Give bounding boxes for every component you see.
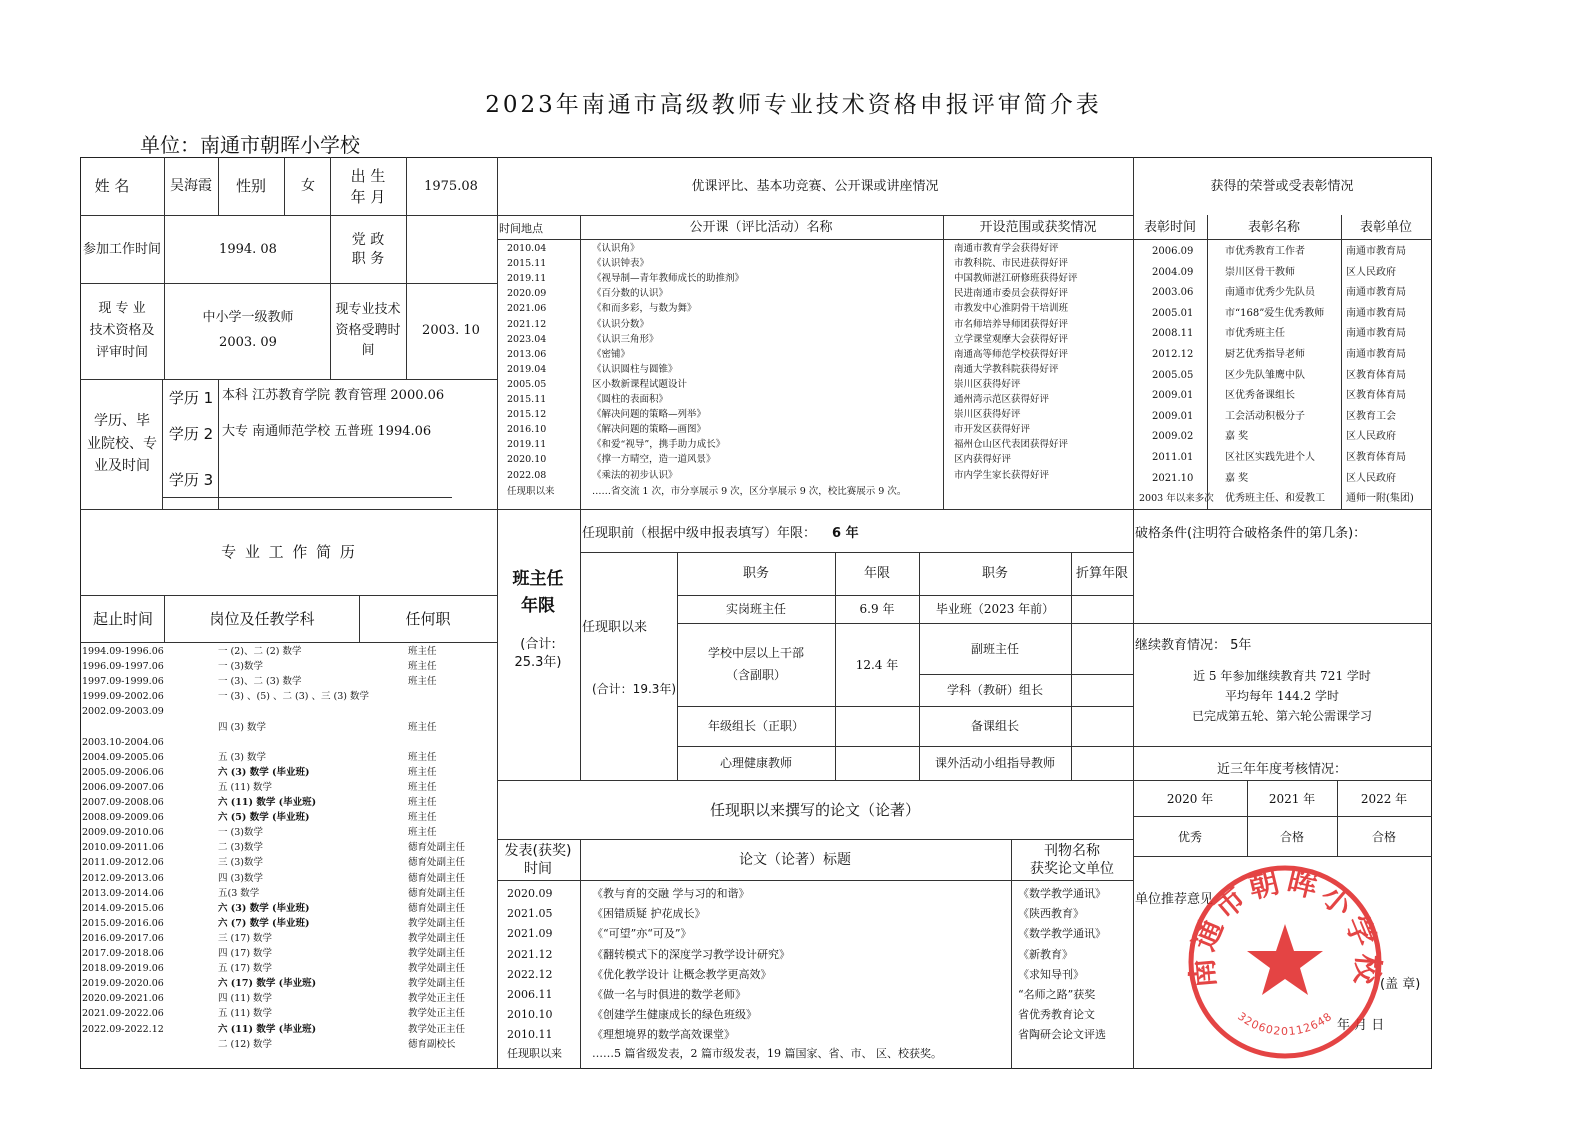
edu-1-value: 本科 江苏教育学院 教育管理 2000.06 bbox=[222, 388, 445, 403]
lessons-summary: ……省交流 1 次，市分享展示 9 次，区分享展示 9 次，校比赛展示 9 次。 bbox=[592, 486, 907, 497]
lesson-scope: 南通大学教科院获得好评 bbox=[954, 363, 1059, 375]
career-post: 四 (3) 数学 bbox=[218, 721, 266, 733]
paper-time: 2022.12 bbox=[507, 967, 553, 981]
honor-unit: 区人民政府 bbox=[1346, 472, 1396, 484]
work-start-value: 1994. 08 bbox=[219, 241, 277, 257]
career-post: 六 (5) 数学 (毕业班) bbox=[218, 812, 310, 824]
seal-name: 南通市朝晖小学校 bbox=[1185, 863, 1385, 990]
career-col-post: 岗位及任教学科 bbox=[209, 609, 315, 628]
career-time: 2006.09-2007.06 bbox=[82, 781, 164, 793]
career-col-duty: 任何职 bbox=[405, 609, 451, 628]
official-seal-icon bbox=[1185, 862, 1385, 1062]
paper-time: 2010.10 bbox=[507, 1008, 553, 1022]
career-duty: 教学处副主任 bbox=[408, 948, 466, 959]
lesson-time: 2019.04 bbox=[507, 363, 547, 375]
paper-pub: “名师之路”获奖 bbox=[1018, 988, 1096, 1001]
lesson-name: 《密铺》 bbox=[592, 348, 631, 360]
career-duty: 班主任 bbox=[408, 751, 437, 763]
break-label: 破格条件(注明符合破格条件的第几条)： bbox=[1135, 526, 1367, 541]
career-time: 2019.09-2020.06 bbox=[82, 978, 164, 990]
ht-r4-duty2: 课外活动小组指导教师 bbox=[934, 755, 1055, 770]
career-duty: 德育副校长 bbox=[408, 1038, 456, 1050]
career-post: 六 (17) 数学 (毕业班) bbox=[218, 978, 317, 990]
grid-line bbox=[1133, 856, 1432, 857]
honor-name: 区少先队雏鹰中队 bbox=[1225, 369, 1305, 381]
grid-line bbox=[1207, 215, 1208, 509]
paper-pub: 《数学教学通讯》 bbox=[1018, 887, 1106, 900]
eval-result-2020: 优秀 bbox=[1177, 829, 1202, 844]
lesson-name: 《圆柱的表面积》 bbox=[592, 394, 669, 405]
svg-text:3206020112648 bbox=[1235, 1010, 1335, 1038]
headteacher-before: 任现职前（根据中级申报表填写）年限： bbox=[582, 526, 817, 541]
career-post: 五 (3) 数学 bbox=[218, 751, 266, 763]
ht-r2-years: 12.4 年 bbox=[855, 657, 899, 672]
grid-line bbox=[497, 880, 1133, 881]
career-post: 六 (3) 数学 (毕业班) bbox=[218, 902, 310, 914]
career-header: 专 业 工 作 简 历 bbox=[221, 542, 357, 561]
honor-unit: 区教育体育局 bbox=[1346, 390, 1406, 402]
ht-col-years: 年限 bbox=[863, 566, 890, 582]
lesson-time: 2015.12 bbox=[507, 409, 547, 421]
career-duty: 教学处正主任 bbox=[408, 993, 466, 1005]
lesson-name: 区小数新课程试题设计 bbox=[592, 378, 688, 390]
papers-col-pub: 刊物名称 获奖论文单位 bbox=[1030, 842, 1114, 877]
honor-unit: 通师一附(集团) bbox=[1346, 493, 1414, 505]
paper-title: 《创建学生健康成长的绿色班级》 bbox=[592, 1008, 757, 1022]
headteacher-label: 班主任 年限 bbox=[512, 568, 564, 616]
edu-3-label: 学历 3 bbox=[168, 471, 214, 490]
career-post: 四 (17) 数学 bbox=[218, 948, 273, 959]
career-post: 四 (11) 数学 bbox=[218, 993, 273, 1005]
honor-time: 2008.11 bbox=[1152, 328, 1194, 340]
career-duty: 教学处副主任 bbox=[408, 963, 466, 975]
lesson-scope: 市名师培养导师团获得好评 bbox=[954, 318, 1069, 330]
lesson-name: 《认识钟表》 bbox=[592, 258, 650, 270]
lessons-header: 优课评比、基本功竞赛、公开课或讲座情况 bbox=[691, 178, 939, 194]
lesson-scope: 市开发区获得好评 bbox=[954, 424, 1031, 436]
lesson-name: 《乘法的初步认识》 bbox=[592, 469, 678, 481]
lessons-col-time: 时间地点 bbox=[499, 222, 543, 235]
seal-code: 3206020112648 bbox=[1235, 1009, 1335, 1038]
career-duty: 班主任 bbox=[408, 797, 437, 808]
honor-time: 2003 年以来多次 bbox=[1139, 493, 1214, 505]
honor-time: 2021.10 bbox=[1152, 472, 1194, 484]
paper-pub: 《新教育》 bbox=[1018, 947, 1073, 961]
lesson-name: 《认识分数》 bbox=[592, 318, 650, 330]
lesson-scope: 区内获得好评 bbox=[954, 454, 1012, 466]
grid-line bbox=[1341, 215, 1342, 509]
name-value: 吴海霞 bbox=[170, 178, 212, 195]
lesson-scope: 民进南通市委员会获得好评 bbox=[954, 288, 1069, 300]
honor-name: 崇川区骨干教师 bbox=[1225, 266, 1295, 278]
ce-label: 继续教育情况： 5年 bbox=[1135, 638, 1252, 653]
honor-unit: 区教育体育局 bbox=[1346, 452, 1406, 463]
honor-name: 优秀班主任、和爱教工 bbox=[1225, 493, 1325, 505]
lesson-name: 《解决问题的策略—列举》 bbox=[592, 409, 707, 421]
lesson-time: 2005.05 bbox=[507, 378, 547, 390]
qual-value: 中小学一级教师 2003. 09 bbox=[202, 310, 294, 350]
gender-value: 女 bbox=[301, 178, 315, 195]
grid-line bbox=[164, 157, 165, 379]
career-duty: 班主任 bbox=[408, 646, 437, 657]
career-duty: 德育处副主任 bbox=[408, 902, 466, 914]
honor-time: 2003.06 bbox=[1152, 287, 1194, 299]
honor-unit: 区教育体育局 bbox=[1346, 369, 1406, 381]
date-label: 年 月 日 bbox=[1337, 1018, 1385, 1033]
lesson-scope: 南通市教育学会获得好评 bbox=[954, 243, 1059, 254]
career-post: 一 (2)、二 (2) 数学 bbox=[218, 646, 302, 657]
career-post: 五 (11) 数学 bbox=[218, 1008, 273, 1020]
honor-name: 市优秀班主任 bbox=[1225, 328, 1285, 340]
honor-name: 厨艺优秀指导老师 bbox=[1225, 349, 1305, 360]
career-time: 2002.09-2003.09 bbox=[82, 706, 164, 718]
ht-r1-years: 6.9 年 bbox=[859, 601, 895, 616]
lesson-scope: 崇川区获得好评 bbox=[954, 378, 1021, 390]
career-post: 二 (3)数学 bbox=[218, 842, 263, 854]
grid-line bbox=[1133, 816, 1432, 817]
honor-unit: 区教育工会 bbox=[1346, 410, 1396, 422]
career-post: 一 (3)数学 bbox=[218, 661, 263, 673]
eval-year-2021: 2021 年 bbox=[1268, 791, 1316, 806]
paper-title: 《“可望”亦“可及”》 bbox=[592, 927, 692, 941]
paper-time: 2020.09 bbox=[507, 887, 553, 900]
papers-summary: ……5 篇省级发表，2 篇市级发表，19 篇国家、省、市、 区、校获奖。 bbox=[592, 1047, 942, 1060]
career-time: 2020.09-2021.06 bbox=[82, 993, 164, 1005]
paper-time: 2006.11 bbox=[507, 988, 553, 1001]
career-post: 三 (17) 数学 bbox=[218, 932, 273, 944]
career-time: 2021.09-2022.06 bbox=[82, 1008, 164, 1020]
career-post: 六 (11) 数学 (毕业班) bbox=[218, 1023, 317, 1035]
ht-r1-duty: 实岗班主任 bbox=[725, 601, 786, 616]
honor-name: 工会活动积极分子 bbox=[1225, 410, 1305, 422]
career-time: 2016.09-2017.06 bbox=[82, 932, 164, 944]
career-time: 2005.09-2006.06 bbox=[82, 766, 164, 778]
lesson-scope: 市教科院、市民进获得好评 bbox=[954, 258, 1069, 270]
career-post: 一 (3) 、(5) 、二 (3) 、三 (3) 数学 bbox=[218, 691, 369, 703]
lesson-time: 2016.10 bbox=[507, 424, 547, 436]
honor-time: 2006.09 bbox=[1152, 246, 1194, 257]
honors-header: 获得的荣誉或受表彰情况 bbox=[1210, 178, 1354, 194]
honors-col-time: 表彰时间 bbox=[1143, 220, 1196, 236]
lesson-name: 《解决问题的策略—画图》 bbox=[592, 424, 707, 436]
lesson-time: 2020.10 bbox=[507, 454, 547, 466]
career-time: 2011.09-2012.06 bbox=[82, 857, 164, 869]
career-time: 1996.09-1997.06 bbox=[82, 661, 164, 673]
ht-col-duty2: 职务 bbox=[981, 566, 1008, 582]
paper-time: 2010.11 bbox=[507, 1028, 553, 1042]
lesson-name: 《百分数的认识》 bbox=[592, 288, 669, 300]
papers-header: 任现职以来撰写的论文（论著） bbox=[709, 800, 920, 819]
lesson-time: 2015.11 bbox=[507, 394, 547, 405]
lesson-time: 2021.12 bbox=[507, 318, 547, 330]
career-post: 三 (3)数学 bbox=[218, 857, 263, 869]
lesson-scope: 立学课堂观摩大会获得好评 bbox=[954, 333, 1069, 345]
eval-year-2020: 2020 年 bbox=[1166, 791, 1214, 806]
career-duty: 教学处正主任 bbox=[408, 1008, 466, 1020]
ht-r2-duty2b: 学科（教研）组长 bbox=[946, 682, 1043, 697]
honor-name: 区优秀备课组长 bbox=[1225, 390, 1295, 402]
grid-line bbox=[580, 509, 581, 780]
honors-col-name: 表彰名称 bbox=[1247, 220, 1300, 236]
career-time: 2018.09-2019.06 bbox=[82, 963, 164, 975]
grid-line bbox=[943, 215, 944, 509]
career-duty: 德育处副主任 bbox=[408, 872, 466, 884]
career-time: 2003.10-2004.06 bbox=[82, 736, 164, 748]
honor-time: 2011.01 bbox=[1152, 452, 1194, 463]
honor-name: 市“168”爱生优秀教师 bbox=[1225, 307, 1325, 319]
paper-title: 《理想境界的数学高效课堂》 bbox=[592, 1028, 735, 1042]
honors-col-unit: 表彰单位 bbox=[1359, 220, 1412, 236]
lesson-time: 2010.04 bbox=[507, 243, 547, 254]
headteacher-before-years: 6 年 bbox=[832, 526, 859, 541]
paper-pub: 省优秀教育论文 bbox=[1018, 1008, 1095, 1022]
lesson-time: 2019.11 bbox=[507, 439, 547, 451]
career-duty: 教学处副主任 bbox=[408, 932, 466, 944]
career-post: 二 (12) 数学 bbox=[218, 1038, 273, 1050]
career-duty: 班主任 bbox=[408, 661, 437, 673]
paper-time: 2021.12 bbox=[507, 947, 553, 961]
party-label: 党 政 职 务 bbox=[351, 231, 385, 267]
name-label: 姓 名 bbox=[94, 177, 130, 196]
ht-r3-duty: 年级组长（正职） bbox=[707, 718, 804, 733]
career-time: 2012.09-2013.06 bbox=[82, 872, 164, 884]
honor-name: 南通市优秀少先队员 bbox=[1225, 287, 1315, 299]
career-duty: 班主任 bbox=[408, 766, 437, 778]
career-time: 2008.09-2009.06 bbox=[82, 812, 164, 824]
hire-value: 2003. 10 bbox=[422, 323, 480, 339]
headteacher-since-label: 任现职以来 bbox=[582, 620, 648, 635]
ht-r1-duty2: 毕业班（2023 年前） bbox=[935, 601, 1055, 616]
paper-title: 《翻转模式下的深度学习教学设计研究》 bbox=[592, 947, 790, 961]
career-time: 1999.09-2002.06 bbox=[82, 691, 164, 703]
paper-title: 《优化教学设计 让概念教学更高效》 bbox=[592, 967, 772, 981]
lesson-time: 2021.06 bbox=[507, 303, 547, 315]
career-post: 六 (3) 数学 (毕业班) bbox=[218, 766, 310, 778]
page-title: 2023年南通市高级教师专业技术资格申报评审简介表 bbox=[485, 92, 1102, 118]
honor-unit: 南通市教育局 bbox=[1346, 246, 1406, 257]
lesson-time: 2013.06 bbox=[507, 348, 547, 360]
career-duty: 班主任 bbox=[408, 781, 437, 793]
honor-unit: 南通市教育局 bbox=[1346, 328, 1406, 340]
lesson-name: 《和爱“视导”，携手助力成长》 bbox=[592, 439, 726, 451]
rec-label: 单位推荐意见 bbox=[1135, 892, 1214, 907]
ce-line-3: 已完成第五轮、第六轮公需课学习 bbox=[1191, 708, 1372, 723]
career-post: 五 (17) 数学 bbox=[218, 963, 273, 975]
lesson-scope: 市教发中心淮阴骨干培训班 bbox=[954, 303, 1069, 315]
honor-name: 市优秀教育工作者 bbox=[1225, 246, 1305, 257]
career-duty: 德育处副主任 bbox=[408, 887, 466, 899]
career-duty: 教学处副主任 bbox=[408, 978, 466, 990]
honor-time: 2005.01 bbox=[1152, 307, 1194, 319]
qual-label: 现 专 业 技术资格及 评审时间 bbox=[89, 300, 155, 361]
lessons-col-scope: 开设范围或获奖情况 bbox=[979, 220, 1097, 236]
ht-r3-duty2: 备课组长 bbox=[970, 718, 1019, 733]
career-duty: 班主任 bbox=[408, 676, 437, 688]
lesson-time: 2023.04 bbox=[507, 333, 547, 345]
honor-unit: 南通市教育局 bbox=[1346, 349, 1406, 360]
unit-name: 单位：南通市朝晖小学校 bbox=[140, 133, 360, 157]
career-time: 2004.09-2005.06 bbox=[82, 751, 164, 763]
lesson-scope: 崇川区获得好评 bbox=[954, 409, 1021, 421]
birth-value: 1975.08 bbox=[424, 178, 478, 194]
lesson-scope: 南通高等师范学校获得好评 bbox=[954, 348, 1069, 360]
lessons-col-name: 公开课（评比活动）名称 bbox=[689, 220, 833, 236]
lesson-name: 《认识角》 bbox=[592, 243, 640, 254]
ht-col-convert: 折算年限 bbox=[1075, 566, 1128, 582]
papers-summary-label: 任现职以来 bbox=[507, 1047, 562, 1060]
ce-line-2: 平均每年 144.2 学时 bbox=[1225, 688, 1339, 703]
lesson-scope: 中国教师湛江研修班获得好评 bbox=[954, 273, 1078, 285]
lesson-name: 《和而多彩，与数为舞》 bbox=[592, 303, 697, 315]
headteacher-since-total: (合计：19.3年) bbox=[592, 682, 677, 696]
career-col-time: 起止时间 bbox=[92, 609, 153, 628]
honor-name: 嘉 奖 bbox=[1225, 472, 1249, 484]
career-post: 五(3 数学 bbox=[218, 887, 260, 899]
career-time: 2017.09-2018.06 bbox=[82, 948, 164, 959]
career-time: 2015.09-2016.06 bbox=[82, 917, 164, 929]
grid-line bbox=[1133, 157, 1134, 1069]
grid-line bbox=[1133, 623, 1432, 624]
paper-title: 《做一名与时俱进的数学老师》 bbox=[592, 988, 746, 1001]
honor-time: 2009.02 bbox=[1152, 431, 1194, 443]
paper-pub: 《陕西教育》 bbox=[1018, 907, 1084, 921]
lesson-name: 《认识三角形》 bbox=[592, 333, 659, 345]
career-time: 1994.09-1996.06 bbox=[82, 646, 164, 657]
gender-label: 性别 bbox=[235, 177, 266, 196]
papers-col-time: 发表(获奖) 时间 bbox=[504, 842, 572, 877]
paper-pub: 省陶研会论文评选 bbox=[1018, 1028, 1106, 1042]
lesson-time: 2015.11 bbox=[507, 258, 547, 270]
grid-line bbox=[1133, 746, 1432, 747]
paper-title: 《困错质疑 护花成长》 bbox=[592, 907, 706, 921]
ht-r2-duty: 学校中层以上干部 （含副职） bbox=[707, 646, 804, 682]
lesson-name: 《撑一方晴空，造一道风景》 bbox=[592, 454, 716, 466]
ht-col-duty: 职务 bbox=[742, 566, 769, 582]
lesson-scope: 福州仓山区代表团获得好评 bbox=[954, 439, 1069, 451]
career-duty: 德育处副主任 bbox=[408, 857, 466, 869]
career-duty: 班主任 bbox=[408, 827, 437, 839]
career-time: 2013.09-2014.06 bbox=[82, 887, 164, 899]
honor-time: 2009.01 bbox=[1152, 390, 1194, 402]
grid-line bbox=[284, 157, 285, 215]
career-duty: 德育处副主任 bbox=[408, 842, 466, 854]
paper-pub: 《数学教学通讯》 bbox=[1018, 927, 1106, 941]
lesson-time: 2020.09 bbox=[507, 288, 547, 300]
honor-unit: 南通市教育局 bbox=[1346, 287, 1406, 299]
career-time: 2010.09-2011.06 bbox=[82, 842, 164, 854]
honor-name: 区社区实践先进个人 bbox=[1225, 452, 1315, 463]
lesson-name: 《认识圆柱与圆锥》 bbox=[592, 363, 678, 375]
career-post: 五 (11) 数学 bbox=[218, 781, 273, 793]
edu-2-label: 学历 2 bbox=[168, 424, 214, 443]
honor-time: 2012.12 bbox=[1152, 349, 1194, 360]
seal-label: (盖 章) bbox=[1380, 977, 1421, 992]
lesson-time: 2022.08 bbox=[507, 469, 547, 481]
birth-label: 出 生 年 月 bbox=[350, 167, 386, 206]
edu-label: 学历、毕 业院校、专 业及时间 bbox=[87, 413, 157, 475]
honor-time: 2005.05 bbox=[1152, 369, 1194, 381]
grid-line bbox=[162, 379, 163, 509]
ce-line-1: 近 5 年参加继续教育共 721 学时 bbox=[1193, 668, 1371, 683]
edu-2-value: 大专 南通师范学校 五普班 1994.06 bbox=[222, 424, 432, 439]
lesson-scope: 市内学生家长获得好评 bbox=[954, 469, 1050, 481]
career-duty: 教学处正主任 bbox=[408, 1023, 466, 1035]
career-duty: 教学处副主任 bbox=[408, 917, 466, 929]
career-post: 六 (7) 数学 (毕业班) bbox=[218, 917, 310, 929]
ht-r4-duty: 心理健康教师 bbox=[719, 755, 792, 770]
eval-year-2022: 2022 年 bbox=[1360, 791, 1408, 806]
honor-unit: 区人民政府 bbox=[1346, 266, 1396, 278]
honor-unit: 区人民政府 bbox=[1346, 431, 1396, 443]
eval-label: 近三年年度考核情况： bbox=[1216, 762, 1347, 778]
lesson-time: 2019.11 bbox=[507, 273, 547, 285]
lessons-summary-label: 任现职以来 bbox=[507, 486, 555, 497]
lesson-name: 《视导制—青年教师成长的助推剂》 bbox=[592, 273, 745, 285]
honor-name: 嘉 奖 bbox=[1225, 431, 1249, 443]
career-post: 一 (3)数学 bbox=[218, 827, 263, 839]
honor-time: 2004.09 bbox=[1152, 266, 1194, 278]
ht-r2-duty2a: 副班主任 bbox=[970, 641, 1019, 656]
career-duty: 班主任 bbox=[408, 812, 437, 824]
edu-1-label: 学历 1 bbox=[168, 388, 214, 407]
paper-title: 《教与育的交融 学与习的和谐》 bbox=[592, 887, 750, 900]
grid-line bbox=[218, 157, 219, 215]
papers-col-title: 论文（论著）标题 bbox=[739, 851, 851, 868]
hire-label: 现专业技术 资格受聘时 间 bbox=[335, 301, 401, 359]
grid-line bbox=[580, 215, 581, 509]
paper-time: 2021.05 bbox=[507, 907, 553, 921]
lesson-scope: 通州湾示范区获得好评 bbox=[954, 394, 1050, 405]
paper-time: 2021.09 bbox=[507, 927, 553, 941]
career-post: 六 (11) 数学 (毕业班) bbox=[218, 797, 317, 808]
headteacher-total: (合计: 25.3年) bbox=[514, 637, 562, 670]
eval-result-2022: 合格 bbox=[1371, 829, 1396, 844]
grid-line bbox=[80, 642, 497, 643]
career-time: 2009.09-2010.06 bbox=[82, 827, 164, 839]
grid-line bbox=[164, 595, 165, 642]
career-time: 2014.09-2015.06 bbox=[82, 902, 164, 914]
career-time: 1997.09-1999.06 bbox=[82, 676, 164, 688]
honor-time: 2009.01 bbox=[1152, 410, 1194, 422]
eval-result-2021: 合格 bbox=[1279, 829, 1304, 844]
career-post: 四 (3)数学 bbox=[218, 872, 263, 884]
work-start-label: 参加工作时间 bbox=[82, 241, 161, 257]
career-post: 一 (3)、二 (3) 数学 bbox=[218, 676, 302, 688]
career-duty: 班主任 bbox=[408, 721, 437, 733]
career-time: 2022.09-2022.12 bbox=[82, 1023, 164, 1035]
paper-pub: 《求知导刊》 bbox=[1018, 967, 1084, 981]
honor-unit: 南通市教育局 bbox=[1346, 307, 1406, 319]
grid-line bbox=[218, 379, 219, 509]
career-time: 2007.09-2008.06 bbox=[82, 797, 164, 808]
